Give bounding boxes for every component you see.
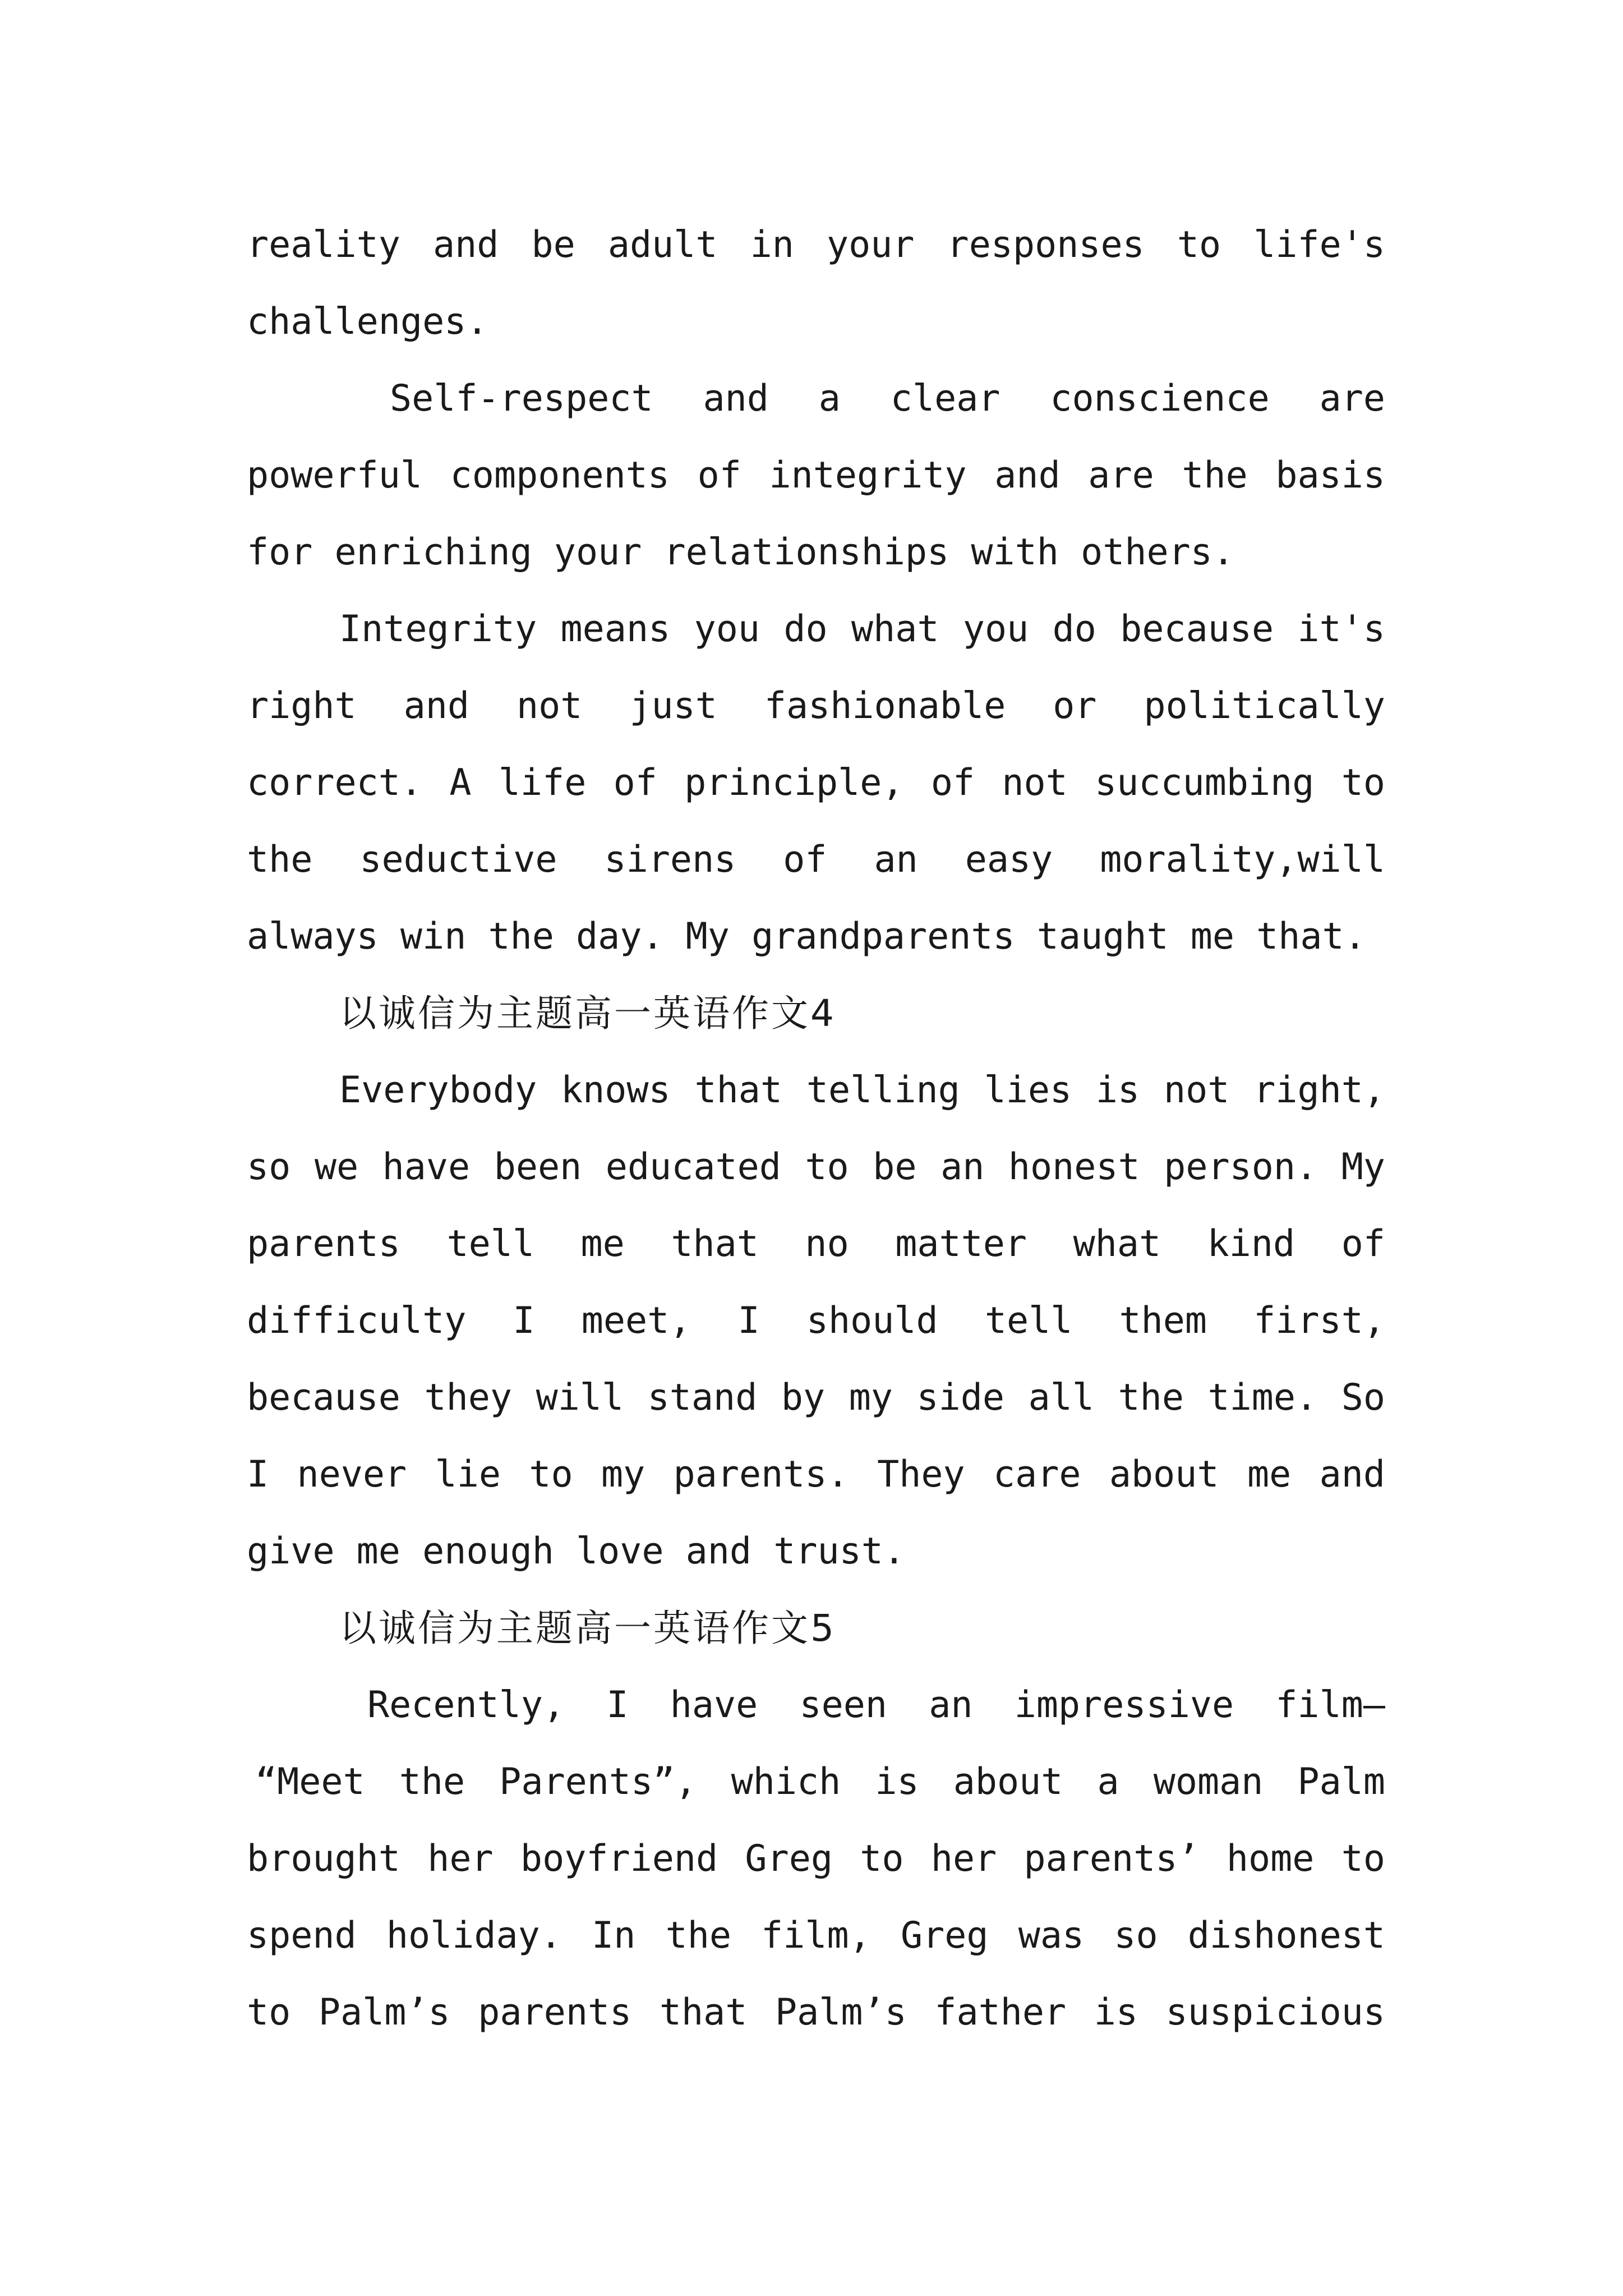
text-line: Everybody knows that telling lies is not right, (339, 1069, 1385, 1111)
text-line: correct. A life of principle, of not succumbing to (247, 762, 1385, 804)
text-line: difficulty I meet, I should tell them first, (247, 1300, 1385, 1342)
section-heading: 以诚信为主题高一英语作文4 (339, 992, 836, 1035)
text-line: powerful components of integrity and are the basis (247, 454, 1385, 496)
text-line: parents tell me that no matter what kind of (247, 1223, 1385, 1265)
section-heading: 以诚信为主题高一英语作文5 (339, 1607, 836, 1650)
text-line: I never lie to my parents. They care about me and (247, 1453, 1385, 1496)
text-line: challenges. (247, 301, 488, 343)
text-line: the seductive sirens of an easy morality,will (247, 839, 1385, 881)
text-line: reality and be adult in your responses to life's (247, 224, 1385, 266)
text-line: to Palm’s parents that Palm’s father is suspicious (247, 1991, 1385, 2033)
text-line: give me enough love and trust. (247, 1530, 905, 1572)
text-line: because they will stand by my side all the time. So (247, 1377, 1385, 1419)
text-line: so we have been educated to be an honest person. My (247, 1146, 1385, 1188)
text-line: Self-respect and a clear conscience are (390, 378, 1385, 420)
text-line: spend holiday. In the film, Greg was so dishonest (247, 1915, 1385, 1957)
text-line: Integrity means you do what you do because it's (339, 608, 1385, 650)
text-line: brought her boyfriend Greg to her parents’ home to (247, 1838, 1385, 1880)
text-line: always win the day. My grandparents taught me that. (247, 915, 1366, 958)
text-line: Recently, I have seen an impressive film— (367, 1684, 1385, 1726)
text-line: right and not just fashionable or politically (247, 685, 1385, 727)
text-line: “Meet the Parents”, which is about a woman Palm (255, 1761, 1385, 1803)
text-line: for enriching your relationships with others. (247, 531, 1234, 573)
